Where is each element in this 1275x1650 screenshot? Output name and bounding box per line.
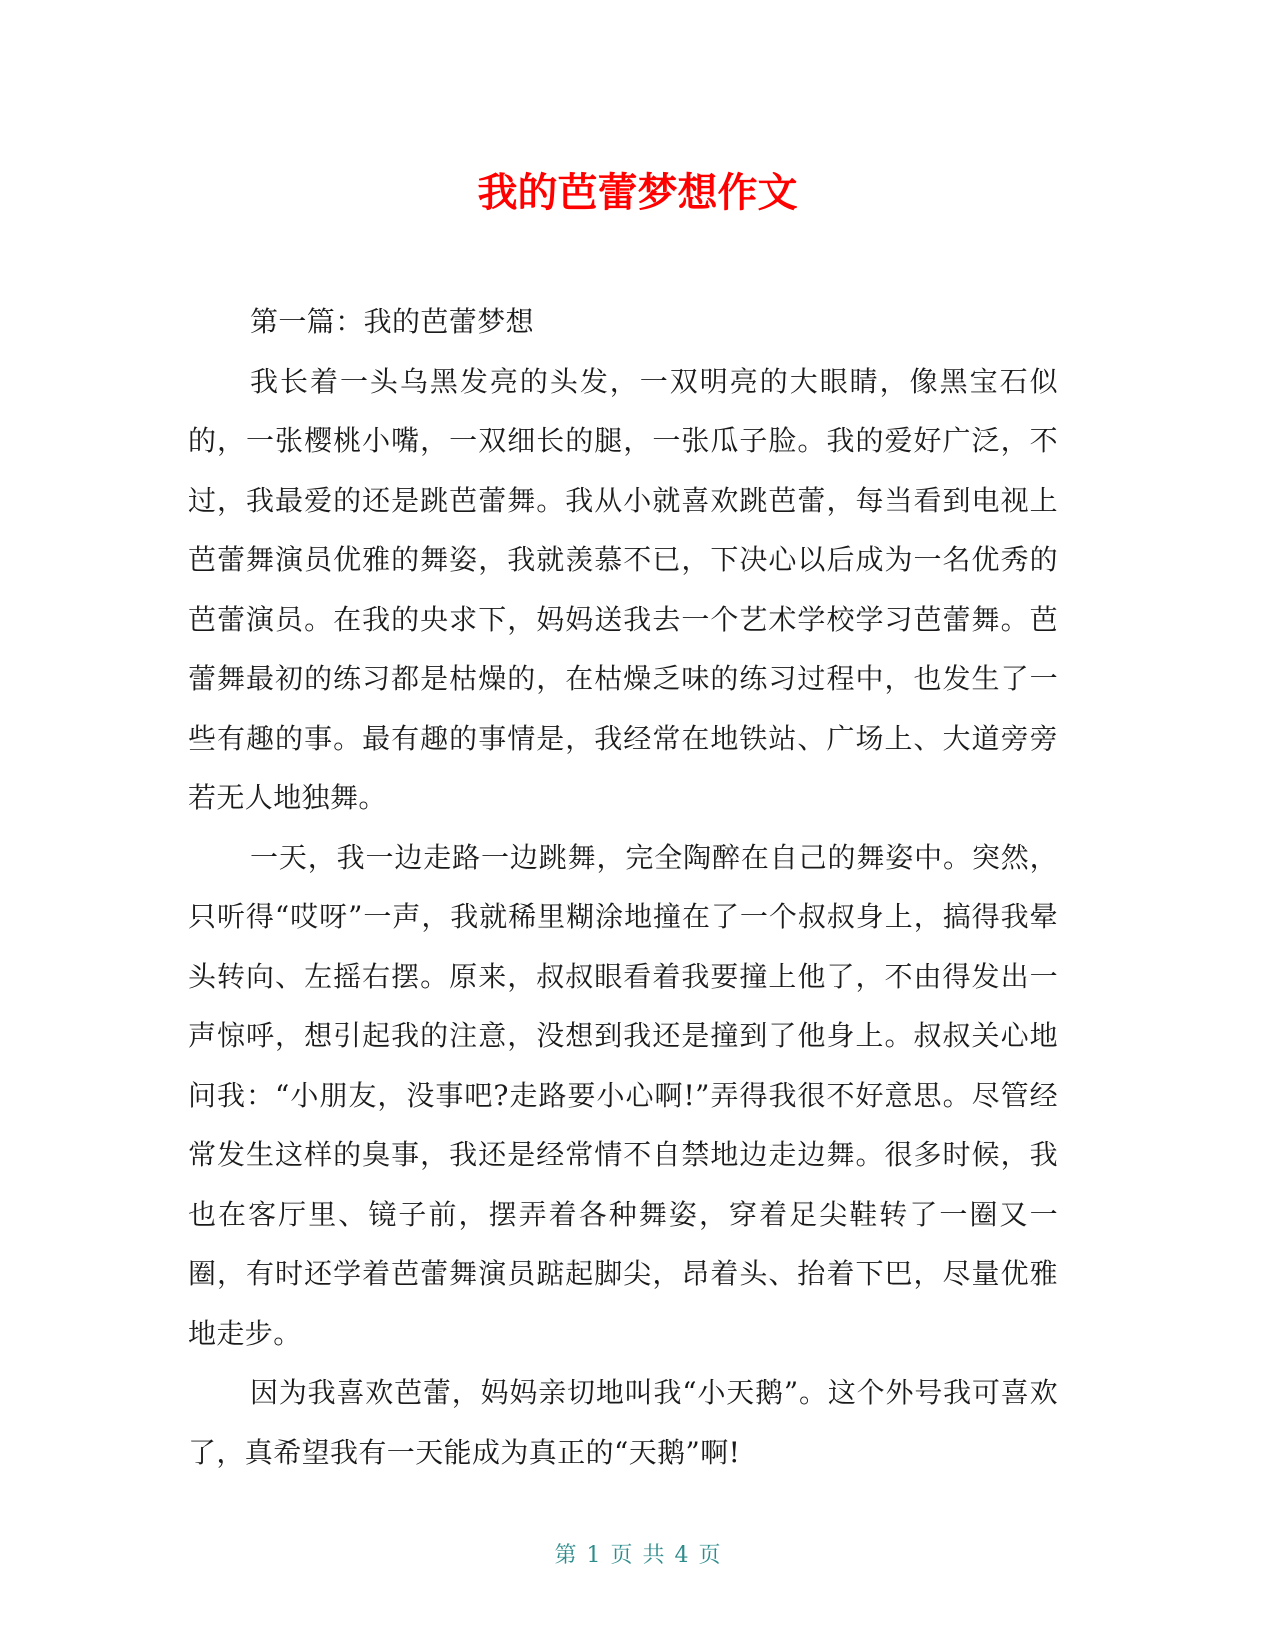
current-page-number: 1 — [586, 1543, 601, 1568]
document-title: 我的芭蕾梦想作文 — [477, 170, 798, 216]
footer-label-page: 第 — [554, 1543, 577, 1568]
paragraph: 一天，我一边走路一边跳舞，完全陶醉在自己的舞姿中。突然，只听得“哎呀”一声，我就稀里糊涂地撞在了一个叔叔身上，搞得我晕头转向、左摇右摆。原来，叔叔眼看着我要撞上他了，不由得发出一声惊呼，想引起我的注意，没想到我还是撞到了他身上。叔叔关心地问我：“小朋友，没事吧?走路要小心啊!”弄得我很不好意思。尽管经常发生这样的臭事，我还是经常情不自禁地边走边舞。很多时候，我也在客厅里、镜子前，摆弄着各种舞姿，穿着足尖鞋转了一圈又一圈，有时还学着芭蕾舞演员踮起脚尖，昂着头、抬着下巴，尽量优雅地走步。 — [188, 840, 1058, 1350]
document-body — [188, 292, 1058, 1482]
paragraph: 我长着一头乌黑发亮的头发，一双明亮的大眼睛，像黑宝石似的，一张樱桃小嘴，一双细长的腿，一张瓜子脸。我的爱好广泛，不过，我最爱的还是跳芭蕾舞。我从小就喜欢跳芭蕾，每当看到电视上芭蕾舞演员优雅的舞姿，我就羡慕不已，下决心以后成为一名优秀的芭蕾演员。在我的央求下，妈妈送我去一个艺术学校学习芭蕾舞。芭蕾舞最初的练习都是枯燥的，在枯燥乏味的练习过程中，也发生了一些有趣的事。最有趣的事情是，我经常在地铁站、广场上、大道旁旁若无人地独舞。 — [188, 364, 1058, 814]
footer-label-total: 共 — [642, 1543, 665, 1568]
page-footer — [0, 1540, 1275, 1572]
paragraph: 因为我喜欢芭蕾，妈妈亲切地叫我“小天鹅”。这个外号我可喜欢了，真希望我有一天能成为真正的“天鹅”啊! — [188, 1376, 1058, 1469]
footer-label-ye2: 页 — [698, 1543, 721, 1568]
footer-label-ye: 页 — [610, 1543, 633, 1568]
total-pages-number: 4 — [674, 1543, 689, 1568]
section-heading: 第一篇：我的芭蕾梦想 — [250, 305, 535, 338]
